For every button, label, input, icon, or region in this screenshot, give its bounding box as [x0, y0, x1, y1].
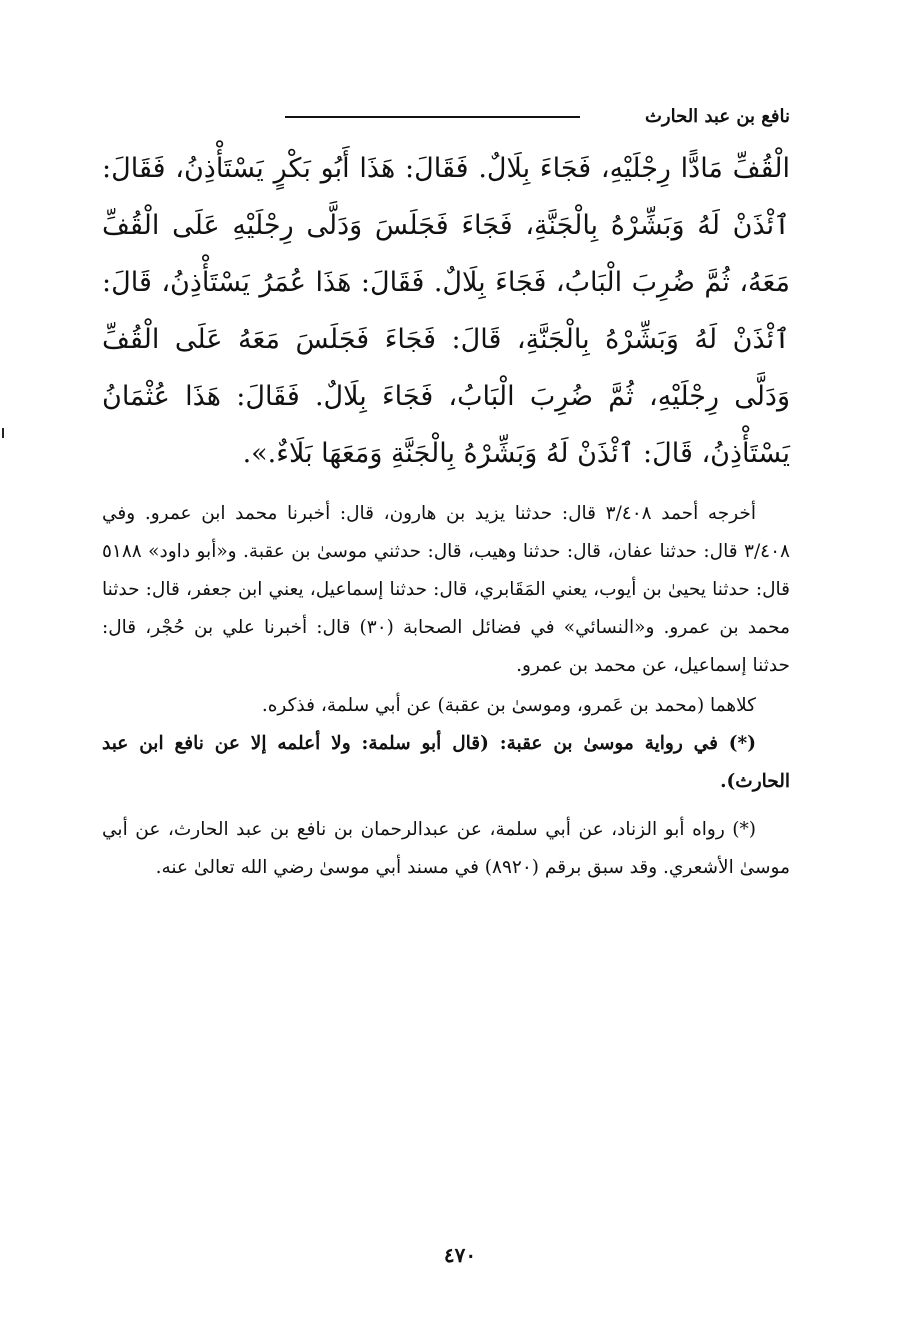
page-number: ٤٧٠ [443, 1243, 477, 1267]
scan-edge-mark [2, 428, 4, 438]
takhrij-paragraph-sources: أخرجه أحمد ٣/٤٠٨ قال: حدثنا يزيد بن هارون، قال: أخبرنا محمد ابن عمرو. وفي ٣/٤٠٨ قال: حدثنا عفان، قال: حدثنا وهيب، قال: حدثني موسىٰ بن عقبة. و«أبو داود» ٥١٨٨ قال: حدثنا يحيىٰ بن أيوب، يعني المَقَابري، قال: حدثنا إسماعيل، يعني ابن جعفر، قال: حدثنا محمد بن عمرو. و«النسائي» في فضائل الصحابة (٣٠) قال: أخبرنا علي بن حُجْر، قال: حدثنا إسماعيل، عن محمد بن عمرو. [102, 503, 790, 676]
header-title: نافع بن عبد الحارث [644, 106, 790, 127]
hadith-text-block [102, 140, 790, 482]
takhrij-section [102, 495, 790, 887]
running-header [100, 103, 790, 137]
header-rule [285, 116, 580, 118]
hadith-paragraph: الْقُفِّ مَادًّا رِجْلَيْهِ، فَجَاءَ بِلَالٌ. فَقَالَ: هَذَا أَبُو بَكْرٍ يَسْتَأْذِنُ، فَقَالَ: ٱئْذَنْ لَهُ وَبَشِّرْهُ بِالْجَنَّةِ، فَجَاءَ فَجَلَسَ وَدَلَّى رِجْلَيْهِ عَلَى الْقُفِّ مَعَهُ، ثُمَّ ضُرِبَ الْبَابُ، فَجَاءَ بِلَالٌ. فَقَالَ: هَذَا عُمَرُ يَسْتَأْذِنُ، قَالَ: ٱئْذَنْ لَهُ وَبَشِّرْهُ بِالْجَنَّةِ، قَالَ: فَجَاءَ فَجَلَسَ مَعَهُ عَلَى الْقُفِّ وَدَلَّى رِجْلَيْهِ، ثُمَّ ضُرِبَ الْبَابُ، فَجَاءَ بِلَالٌ. فَقَالَ: هَذَا عُثْمَانُ يَسْتَأْذِنُ، قَالَ: ٱئْذَنْ لَهُ وَبَشِّرْهُ بِالْجَنَّةِ وَمَعَهَا بَلَاءٌ.». [102, 153, 790, 469]
takhrij-paragraph-both: كلاهما (محمد بن عَمرو، وموسىٰ بن عقبة) عن أبي سلمة، فذكره. [261, 695, 756, 716]
takhrij-note-abu-zinad: (*) رواه أبو الزناد، عن أبي سلمة، عن عبدالرحمان بن نافع بن عبد الحارث، عن أبي موسىٰ الأشعري. وقد سبق برقم (٨٩٢٠) في مسند أبي موسىٰ رضي الله تعالىٰ عنه. [102, 819, 790, 878]
takhrij-note-musa: (*) في رواية موسىٰ بن عقبة: (قال أبو سلمة: ولا أعلمه إلا عن نافع ابن عبد الحارث). [102, 733, 790, 792]
